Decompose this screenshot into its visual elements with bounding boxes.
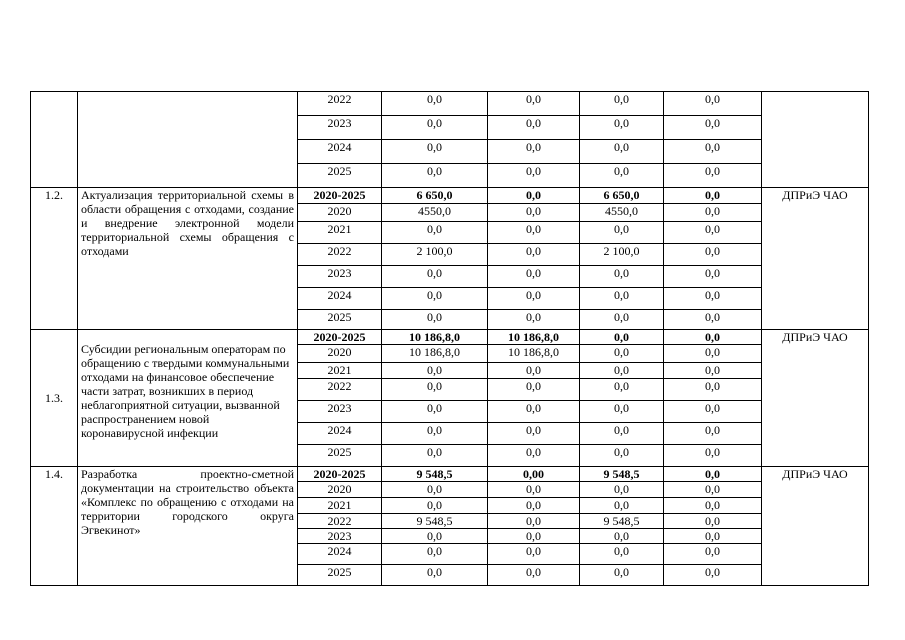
amount-cell: 10 186,8,0: [382, 345, 488, 363]
amount-cell: 0,0: [580, 222, 664, 244]
amount-cell: 0,0: [580, 401, 664, 423]
amount-cell: 0,0: [580, 345, 664, 363]
amount-cell: 0,0: [382, 164, 488, 188]
amount-cell: 10 186,8,0: [382, 330, 488, 345]
amount-cell: 0,0: [664, 445, 762, 467]
amount-cell: 9 548,5: [382, 514, 488, 529]
amount-cell: 0,0: [580, 363, 664, 379]
amount-cell: 0,0: [664, 244, 762, 266]
amount-cell: 0,0: [488, 288, 580, 310]
amount-cell: 0,0: [488, 116, 580, 140]
amount-cell: 0,0: [382, 482, 488, 498]
amount-cell: 6 650,0: [382, 188, 488, 204]
amount-cell: 0,0: [580, 565, 664, 586]
amount-cell: 0,0: [664, 498, 762, 514]
item-description-cell: Разработка проектно-сметной документации на строительство объекта «Комплекс по обращению с отходами на территории городского округа Эгвекинот»: [78, 467, 298, 586]
amount-cell: 0,0: [664, 116, 762, 140]
amount-cell: 0,0: [664, 401, 762, 423]
amount-cell: 0,0: [664, 467, 762, 482]
period-cell: 2022: [298, 92, 382, 116]
amount-cell: 0,0: [488, 92, 580, 116]
amount-cell: 0,0: [664, 92, 762, 116]
amount-cell: 0,0: [488, 423, 580, 445]
amount-cell: 0,0: [382, 544, 488, 565]
period-cell: 2020-2025: [298, 188, 382, 204]
amount-cell: 0,0: [382, 401, 488, 423]
amount-cell: 0,0: [488, 204, 580, 222]
amount-cell: 10 186,8,0: [488, 345, 580, 363]
amount-cell: 0,0: [580, 498, 664, 514]
amount-cell: 0,0: [664, 310, 762, 330]
amount-cell: 0,0: [580, 482, 664, 498]
item-number-cell: 1.3.: [31, 330, 78, 467]
program-table: [30, 91, 869, 586]
period-cell: 2022: [298, 244, 382, 266]
amount-cell: 0,0: [382, 140, 488, 164]
amount-cell: 0,0: [664, 514, 762, 529]
amount-cell: 0,0: [488, 379, 580, 401]
amount-cell: 6 650,0: [580, 188, 664, 204]
amount-cell: 0,0: [488, 565, 580, 586]
amount-cell: 0,0: [664, 345, 762, 363]
amount-cell: 0,0: [488, 363, 580, 379]
amount-cell: 0,0: [488, 266, 580, 288]
period-cell: 2025: [298, 164, 382, 188]
amount-cell: 0,0: [664, 544, 762, 565]
amount-cell: 0,0: [488, 164, 580, 188]
amount-cell: 0,0: [664, 140, 762, 164]
item-number-cell: 1.2.: [31, 188, 78, 330]
period-cell: 2022: [298, 514, 382, 529]
item-description-cell: [78, 92, 298, 188]
period-cell: 2024: [298, 288, 382, 310]
amount-cell: 4550,0: [382, 204, 488, 222]
amount-cell: 0,0: [382, 423, 488, 445]
period-cell: 2023: [298, 116, 382, 140]
responsible-cell: ДПРиЭ ЧАО: [762, 330, 869, 467]
amount-cell: 0,0: [580, 310, 664, 330]
period-cell: 2022: [298, 379, 382, 401]
amount-cell: 0,0: [382, 310, 488, 330]
period-cell: 2024: [298, 140, 382, 164]
period-cell: 2021: [298, 222, 382, 244]
amount-cell: 0,0: [488, 222, 580, 244]
amount-cell: 0,0: [664, 164, 762, 188]
amount-cell: 4550,0: [580, 204, 664, 222]
amount-cell: 0,0: [664, 379, 762, 401]
responsible-cell: [762, 92, 869, 188]
amount-cell: 0,0: [488, 188, 580, 204]
item-number-cell: 1.4.: [31, 467, 78, 586]
period-cell: 2023: [298, 529, 382, 544]
amount-cell: 0,0: [488, 514, 580, 529]
amount-cell: 0,0: [382, 529, 488, 544]
amount-cell: 0,0: [488, 244, 580, 266]
amount-cell: 0,0: [488, 445, 580, 467]
amount-cell: 0,0: [664, 288, 762, 310]
amount-cell: 0,0: [488, 310, 580, 330]
period-cell: 2025: [298, 310, 382, 330]
period-cell: 2025: [298, 445, 382, 467]
amount-cell: 0,0: [488, 482, 580, 498]
item-number-cell: [31, 92, 78, 188]
responsible-cell: ДПРиЭ ЧАО: [762, 188, 869, 330]
amount-cell: 0,0: [664, 423, 762, 445]
amount-cell: 0,0: [580, 330, 664, 345]
period-cell: 2020: [298, 482, 382, 498]
period-cell: 2023: [298, 401, 382, 423]
amount-cell: 9 548,5: [580, 467, 664, 482]
period-cell: 2020-2025: [298, 330, 382, 345]
table-row: [31, 330, 869, 345]
amount-cell: 0,0: [580, 529, 664, 544]
period-cell: 2024: [298, 423, 382, 445]
amount-cell: 10 186,8,0: [488, 330, 580, 345]
amount-cell: 0,0: [664, 529, 762, 544]
item-description-cell: Актуализация территориальной схемы в области обращения с отходами, создание и внедрение электронной модели территориальной схемы обращения с отходами: [78, 188, 298, 330]
amount-cell: 2 100,0: [580, 244, 664, 266]
amount-cell: 0,0: [488, 401, 580, 423]
period-cell: 2020: [298, 345, 382, 363]
amount-cell: 0,0: [664, 204, 762, 222]
amount-cell: 0,0: [382, 379, 488, 401]
period-cell: 2021: [298, 498, 382, 514]
table-row: [31, 188, 869, 204]
amount-cell: 0,0: [580, 379, 664, 401]
amount-cell: 0,0: [664, 482, 762, 498]
amount-cell: 0,0: [382, 266, 488, 288]
amount-cell: 0,0: [382, 445, 488, 467]
amount-cell: 0,0: [488, 544, 580, 565]
table-row: [31, 92, 869, 116]
amount-cell: 0,0: [664, 222, 762, 244]
amount-cell: 0,0: [382, 363, 488, 379]
amount-cell: 0,0: [580, 288, 664, 310]
amount-cell: 0,0: [580, 544, 664, 565]
amount-cell: 0,0: [664, 565, 762, 586]
amount-cell: 0,0: [664, 363, 762, 379]
amount-cell: 0,0: [488, 140, 580, 164]
amount-cell: 9 548,5: [382, 467, 488, 482]
amount-cell: 0,0: [580, 445, 664, 467]
period-cell: 2024: [298, 544, 382, 565]
amount-cell: 0,0: [664, 266, 762, 288]
amount-cell: 0,0: [580, 164, 664, 188]
amount-cell: 0,0: [580, 92, 664, 116]
responsible-cell: ДПРиЭ ЧАО: [762, 467, 869, 586]
amount-cell: 0,0: [488, 498, 580, 514]
period-cell: 2021: [298, 363, 382, 379]
amount-cell: 0,0: [382, 92, 488, 116]
amount-cell: 0,0: [382, 288, 488, 310]
period-cell: 2023: [298, 266, 382, 288]
amount-cell: 0,0: [580, 423, 664, 445]
amount-cell: 0,0: [382, 116, 488, 140]
amount-cell: 0,0: [382, 565, 488, 586]
amount-cell: 9 548,5: [580, 514, 664, 529]
period-cell: 2025: [298, 565, 382, 586]
amount-cell: 0,0: [382, 498, 488, 514]
amount-cell: 2 100,0: [382, 244, 488, 266]
amount-cell: 0,0: [664, 188, 762, 204]
amount-cell: 0,0: [580, 140, 664, 164]
amount-cell: 0,00: [488, 467, 580, 482]
amount-cell: 0,0: [580, 116, 664, 140]
amount-cell: 0,0: [382, 222, 488, 244]
amount-cell: 0,0: [664, 330, 762, 345]
period-cell: 2020-2025: [298, 467, 382, 482]
item-description-cell: Субсидии региональным операторам по обращению с твердыми коммунальными отходами на финансовое обеспечение части затрат, возникших в период неблагоприятной ситуации, вызванной распространением новой коронавирусной инфекции: [78, 330, 298, 467]
amount-cell: 0,0: [580, 266, 664, 288]
period-cell: 2020: [298, 204, 382, 222]
table-row: [31, 467, 869, 482]
amount-cell: 0,0: [488, 529, 580, 544]
